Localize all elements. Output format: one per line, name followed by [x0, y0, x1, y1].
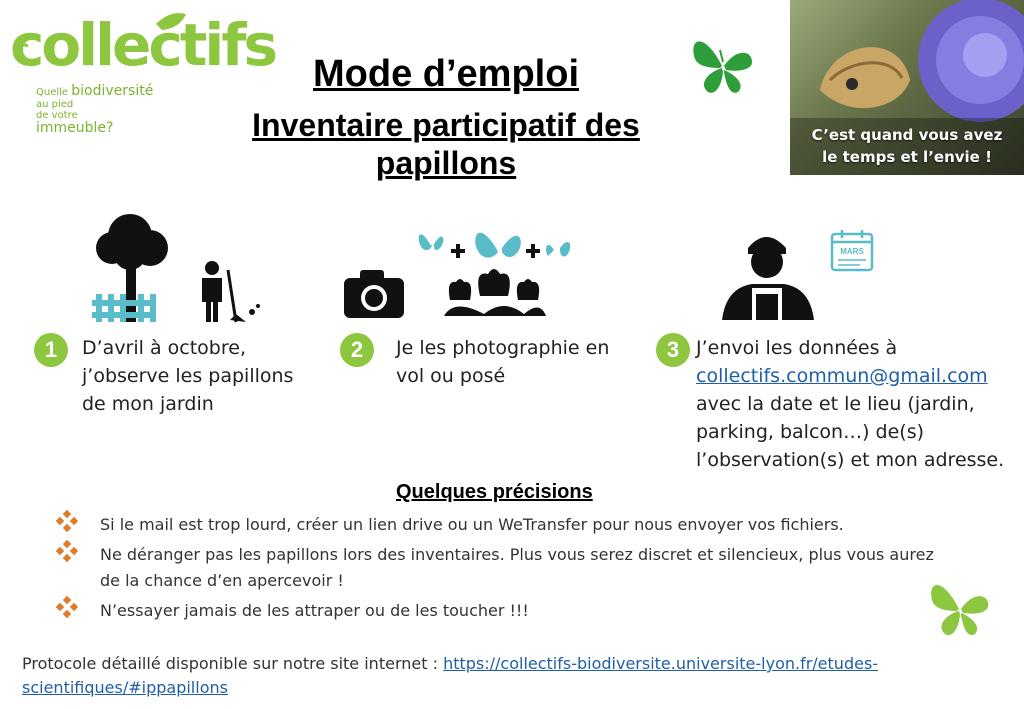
calendar-month-label: MARS	[840, 247, 864, 256]
step-1-badge: 1	[34, 333, 68, 367]
gardener-tree-icon	[90, 208, 270, 326]
calendar-icon	[830, 228, 874, 272]
diamond-bullet-icon	[56, 540, 78, 562]
precisions-title: Quelques précisions	[396, 481, 593, 503]
diamond-bullet-icon	[56, 596, 78, 618]
step-1-text: D’avril à octobre, j’observe les papillons de mon jardin	[82, 337, 294, 415]
diamond-bullet-icon	[56, 510, 78, 532]
precision-item: Ne déranger pas les papillons lors des inventaires. Plus vous serez discret et silencieux, plus vous aurez de la chance d’en apercevoir !	[100, 545, 934, 590]
butterfly-icon	[924, 574, 996, 642]
camera-icon	[342, 268, 406, 320]
protocol-link[interactable]: https://collectifs-biodiversite.universite-lyon.fr/etudes-scientifiques/#ippapillons	[22, 654, 879, 697]
contact-email-link[interactable]: collectifs.commun@gmail.com	[696, 365, 988, 387]
collectifs-logo	[6, 6, 276, 137]
step-3-text: J’envoi les données à collectifs.commun@gmail.com avec la date et le lieu (jardin, parking, balcon…) de(s) l’observation(s) et mon adresse.	[696, 337, 1005, 471]
butterfly-icon	[686, 32, 760, 98]
person-icon	[716, 228, 816, 320]
photo-caption: C’est quand vous avez le temps et l’envie !	[811, 126, 1003, 166]
logo-wordmark: collectifs	[10, 11, 276, 79]
butterflies-tulips-icon	[414, 216, 582, 320]
logo-tagline: Quelle biodiversité au pied de votre immeuble?	[36, 83, 154, 137]
page-title: Mode d’emploi	[313, 53, 579, 95]
precision-item: N’essayer jamais de les attraper ou de les toucher !!!	[100, 601, 529, 620]
step-3-badge: 3	[656, 333, 690, 367]
step-2-text: Je les photographie en vol ou posé	[396, 337, 610, 387]
butterfly-photo	[790, 0, 1024, 175]
precision-item: Si le mail est trop lourd, créer un lien drive ou un WeTransfer pour nous envoyer vos fichiers.	[100, 515, 844, 534]
page-subtitle: Inventaire participatif des papillons	[252, 107, 640, 181]
footer-protocol: Protocole détaillé disponible sur notre site internet : https://collectifs-biodiversite.universite-lyon.fr/etudes-scientifiques/#ippapillons	[22, 654, 879, 697]
step-2-badge: 2	[340, 333, 374, 367]
